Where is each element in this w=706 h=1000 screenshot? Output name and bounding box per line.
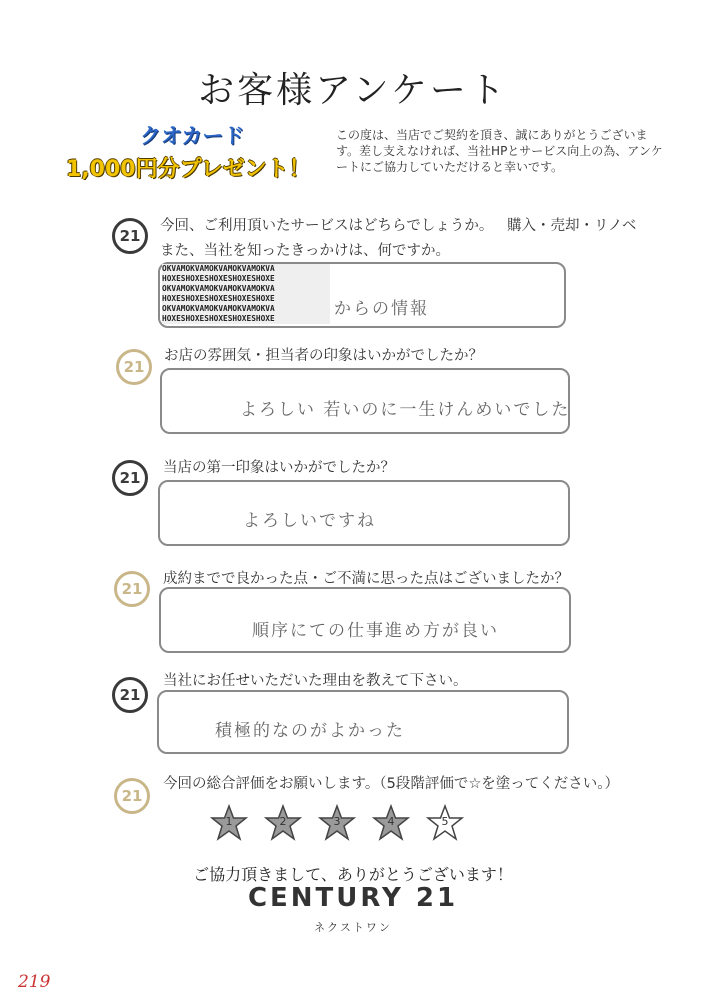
answer-2-text: よろしい 若いのに一生けんめいでした	[240, 400, 571, 420]
promo-card-label: クオカード	[140, 124, 245, 148]
rating-star-label: 5	[441, 815, 449, 828]
answer-4-text: 順序にての仕事進め方が良い	[252, 621, 499, 641]
answer-5-text: 積極的なのがよかった	[215, 721, 405, 741]
rating-stars	[210, 804, 464, 842]
thanks-message: ご協力頂きまして、ありがとうございます！	[193, 865, 513, 884]
question-1-options: 購入・売却・リノベ	[507, 218, 637, 234]
rating-star-5[interactable]	[426, 804, 464, 842]
question-5-label: 当社にお任せいただいた理由を教えて下さい。	[163, 673, 468, 689]
intro-text: この度は、当店でご契約を頂き、誠にありがとうございます。差し支えなければ、当社HPとサービス向上の為、アンケートにご協力していただけると幸いです。	[336, 128, 663, 174]
brand-subtitle: ネクストワン	[314, 921, 392, 934]
rating-star-3[interactable]	[318, 804, 356, 842]
century21-badge-icon: 21	[116, 349, 152, 385]
century21-badge-icon: 21	[114, 571, 150, 607]
question-4-label: 成約までで良かった点・ご不満に思った点はございましたか？	[163, 571, 569, 587]
century21-badge-icon: 21	[112, 218, 148, 254]
rating-star-label: 1	[225, 815, 233, 828]
page-number: 219	[18, 972, 51, 992]
question-1-label-2: また、当社を知ったきっかけは、何ですか。	[160, 243, 450, 259]
rating-star-label: 3	[333, 815, 341, 828]
century21-badge-icon: 21	[114, 778, 150, 814]
page-title: お客様アンケート	[198, 70, 508, 111]
question-6-label: 今回の総合評価をお願いします。（5段階評価で☆を塗ってください。）	[163, 776, 620, 792]
answer-1-text: からの情報	[334, 299, 429, 319]
century21-badge-icon: 21	[112, 460, 148, 496]
rating-star-4[interactable]	[372, 804, 410, 842]
brand-logo: CENTURY 21	[247, 883, 459, 913]
century21-badge-icon: 21	[112, 677, 148, 713]
rating-star-1[interactable]	[210, 804, 248, 842]
rating-star-label: 4	[387, 815, 395, 828]
question-1-label: 今回、ご利用頂いたサービスはどちらでしょうか。	[160, 218, 494, 234]
promo-gift-label: 1,000円分プレゼント！	[66, 157, 311, 182]
rating-star-label: 2	[279, 815, 287, 828]
question-3-label: 当店の第一印象はいかがでしたか？	[163, 460, 395, 476]
question-2-label: お店の雰囲気・担当者の印象はいかがでしたか？	[164, 348, 483, 364]
answer-3-text: よろしいですね	[243, 511, 376, 531]
redacted-stamp: OKVAMOKVAMOKVAMOKVAMOKVA HOXESHOXESHOXESHOXESHOXE OKVAMOKVAMOKVAMOKVAMOKVA HOXESHOXESHOXESHOXESHOXE OKVAMOKVAMOKVAMOKVAMOKVA HOXESHOXESHOXESHOXESHOXE	[162, 264, 330, 324]
rating-star-2[interactable]	[264, 804, 302, 842]
